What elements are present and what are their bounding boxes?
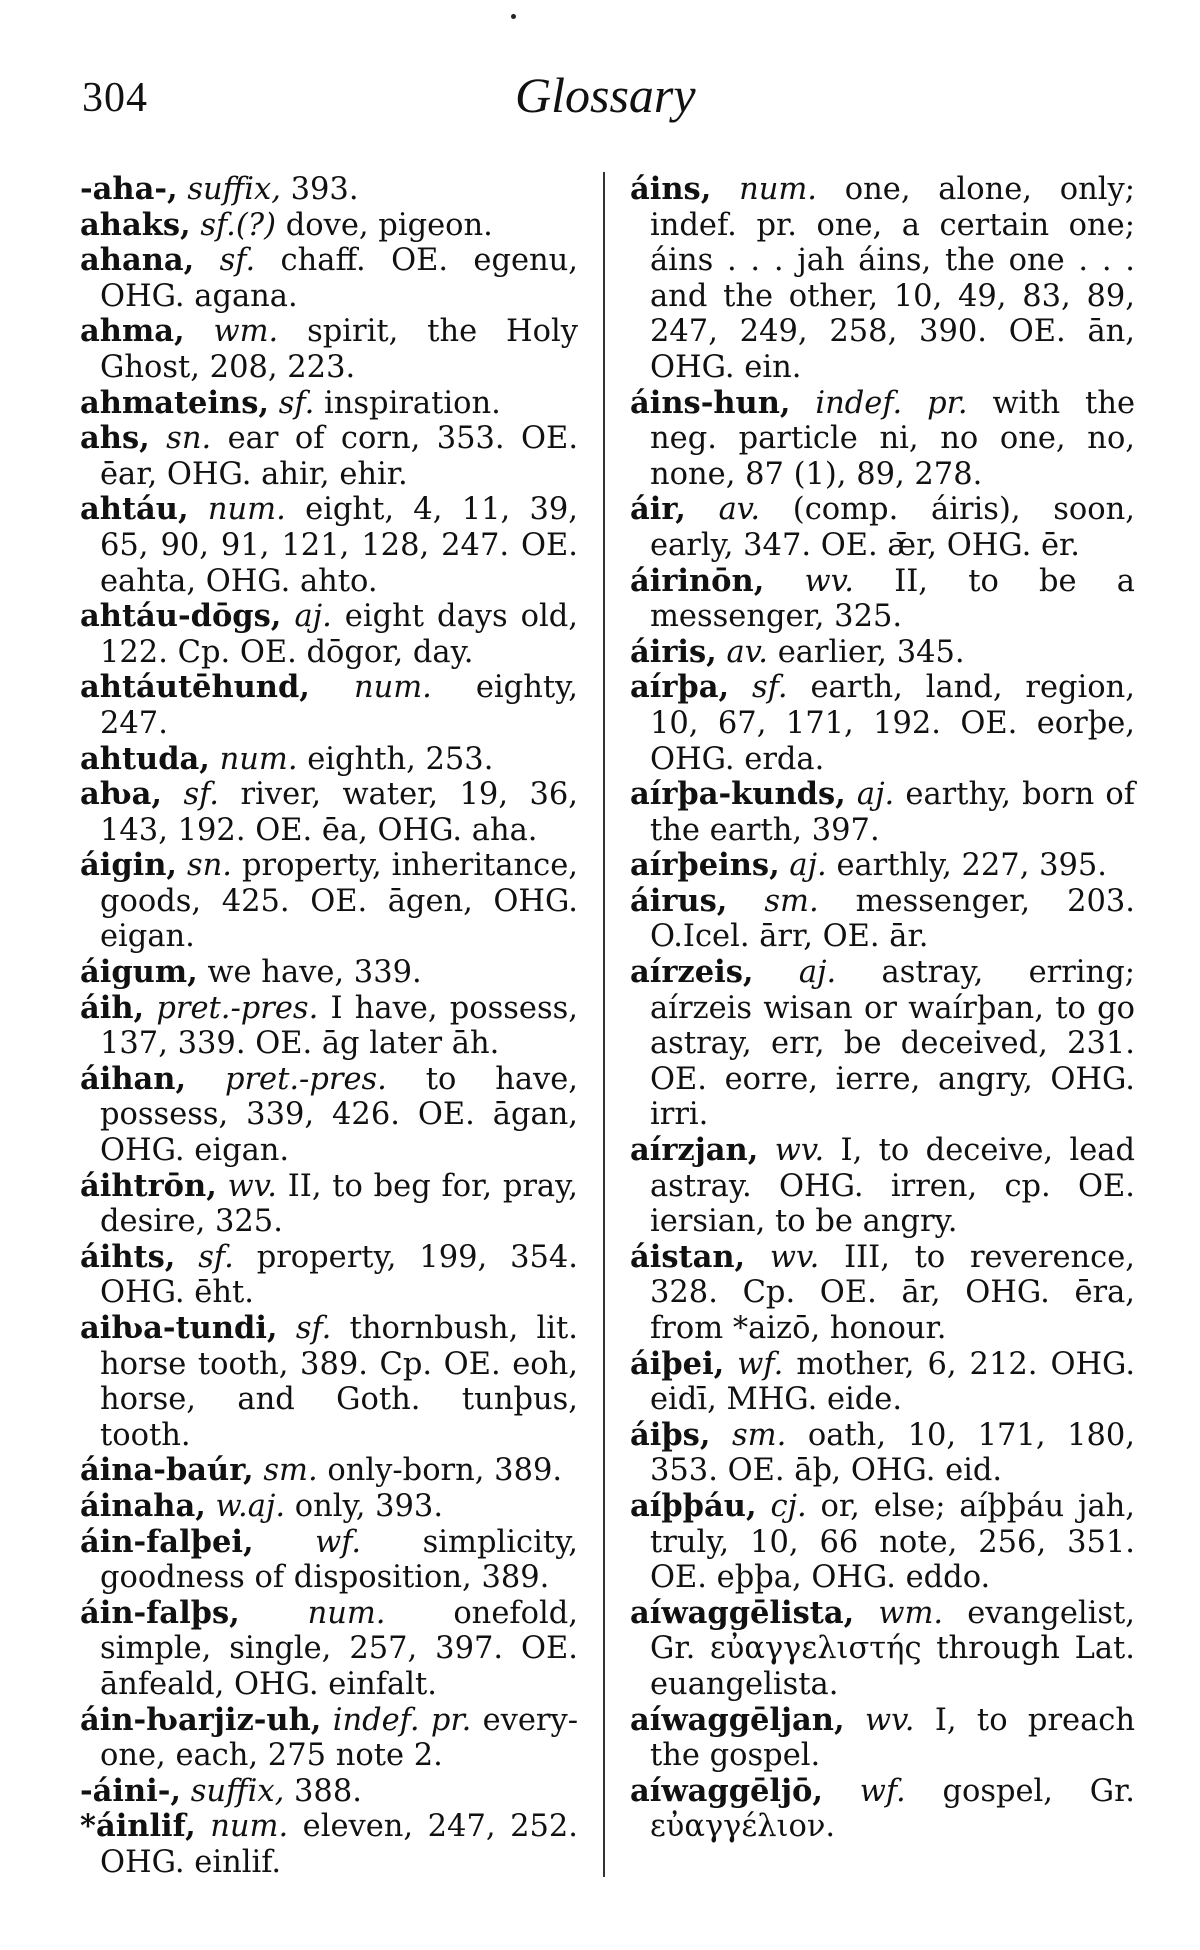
- entry-headword: áistan,: [630, 1238, 746, 1275]
- entry-headword: aíwaggēljan,: [630, 1701, 845, 1738]
- entry-headword: áiþei,: [630, 1345, 725, 1382]
- entry-headword: áihts,: [80, 1238, 176, 1275]
- entry-headword: áihan,: [80, 1060, 187, 1097]
- entry-part-of-speech: sf.(?): [200, 207, 277, 243]
- entry-definition: to have, possess, 339, 426. OE. āgan, OHG. eigan.: [100, 1061, 579, 1169]
- entry-part-of-speech: sf.: [295, 1311, 332, 1346]
- entry-headword: áir,: [630, 491, 686, 528]
- entry-headword: áinaha,: [80, 1487, 206, 1524]
- entry-headword: aiƕa-tundi,: [80, 1310, 278, 1346]
- glossary-entry: [80, 1596, 578, 1703]
- entry-definition: eleven, 247, 252. OHG. einlif.: [100, 1809, 578, 1880]
- entry-headword: aírzeis,: [630, 954, 754, 991]
- page-number: 304: [82, 75, 148, 121]
- glossary-entry: [630, 1347, 1135, 1418]
- entry-definition: eighth, 253.: [307, 741, 494, 777]
- glossary-entry: [630, 1703, 1135, 1774]
- entry-definition: only, 393.: [294, 1488, 444, 1524]
- glossary-left-column: [80, 172, 578, 1881]
- entry-part-of-speech: indef. pr.: [815, 385, 968, 421]
- entry-definition: inspiration.: [324, 385, 501, 421]
- entry-definition: property, 199, 354. OHG. ēht.: [100, 1239, 578, 1311]
- entry-headword: áihtrōn,: [80, 1167, 217, 1204]
- entry-part-of-speech: av.: [718, 492, 761, 528]
- glossary-entry: [80, 208, 578, 244]
- entry-part-of-speech: wv.: [769, 1239, 820, 1275]
- entry-part-of-speech: sf.: [752, 670, 788, 706]
- entry-headword: áirus,: [630, 882, 728, 919]
- entry-headword: ahtáutēhund,: [80, 669, 310, 706]
- entry-headword: ahma,: [80, 313, 185, 350]
- entry-definition: river, water, 19, 36, 143, 192. OE. ēa, OHG. aha.: [100, 777, 578, 848]
- entry-headword: -áini-,: [80, 1772, 182, 1809]
- glossary-entry: [80, 314, 578, 385]
- entry-part-of-speech: suffix,: [190, 1773, 285, 1809]
- entry-headword: aíwaggēlista,: [630, 1594, 855, 1631]
- column-divider: [603, 172, 605, 1877]
- glossary-entry: [80, 1062, 578, 1169]
- entry-definition: 388.: [294, 1773, 362, 1809]
- glossary-entry: [80, 1774, 578, 1810]
- glossary-entry: [630, 777, 1135, 848]
- entry-headword: aíwaggēljō,: [630, 1772, 824, 1809]
- glossary-entry: [80, 991, 578, 1062]
- entry-definition: chaff. OE. egenu, OHG. agana.: [100, 243, 578, 314]
- glossary-entry: [630, 1489, 1135, 1596]
- glossary-right-column: [630, 172, 1135, 1845]
- glossary-entry: [80, 386, 578, 422]
- glossary-entry: [630, 172, 1135, 386]
- glossary-entry: [80, 1453, 578, 1489]
- entry-part-of-speech: av.: [726, 634, 768, 670]
- entry-headword: áirinōn,: [630, 562, 765, 599]
- glossary-entry: [630, 635, 1135, 671]
- entry-definition: eight, 4, 11, 39, 65, 90, 91, 121, 128, 247. OE. eahta, OHG. ahto.: [100, 492, 578, 599]
- entry-part-of-speech: aj.: [294, 599, 332, 635]
- glossary-entry: [630, 955, 1135, 1133]
- entry-part-of-speech: sf.: [198, 1239, 234, 1275]
- entry-definition: II, to beg for, pray, desire, 325.: [100, 1168, 578, 1240]
- entry-part-of-speech: aj.: [798, 955, 837, 991]
- glossary-entry: [630, 670, 1135, 777]
- entry-definition: every-one, each, 275 note 2.: [100, 1702, 579, 1774]
- entry-definition: one, alone, only; indef. pr. one, a certain one; áins . . . jah áins, the one . . . and the other, 10, 49, 83, 89, 247, 249, 258, 390. OE. ān, OHG. ein.: [650, 172, 1135, 385]
- glossary-entry: [80, 1169, 578, 1240]
- entry-headword: ahaks,: [80, 206, 191, 243]
- entry-definition: simplicity, goodness of disposition, 389.: [100, 1524, 578, 1596]
- entry-headword: áiþs,: [630, 1416, 711, 1453]
- entry-headword: ahtuda,: [80, 740, 210, 777]
- entry-part-of-speech: w.aj.: [215, 1488, 286, 1524]
- entry-definition: evangelist, Gr. εὐαγγελιστής through Lat. euangelista.: [650, 1595, 1135, 1702]
- entry-definition: earlier, 345.: [777, 634, 965, 670]
- glossary-entry: [630, 564, 1135, 635]
- glossary-entry: [80, 848, 578, 955]
- entry-headword: áiris,: [630, 633, 717, 670]
- entry-headword: áina-baúr,: [80, 1452, 254, 1489]
- entry-definition: III, to reverence, 328. Cp. OE. ār, OHG. ēra, from *aizō, honour.: [650, 1239, 1135, 1346]
- entry-part-of-speech: wv.: [774, 1133, 825, 1169]
- entry-part-of-speech: sf.: [183, 777, 220, 813]
- page-title: Glossary: [515, 67, 696, 123]
- entry-definition: thornbush, lit. horse tooth, 389. Cp. OE. eoh, horse, and Goth. tunþus, tooth.: [100, 1311, 578, 1453]
- entry-part-of-speech: sn.: [166, 421, 212, 457]
- entry-definition: spirit, the Holy Ghost, 208, 223.: [100, 314, 578, 385]
- entry-part-of-speech: wv.: [227, 1168, 277, 1204]
- entry-definition: eight days old, 122. Cp. OE. dōgor, day.: [100, 599, 578, 670]
- entry-headword: ahtáu,: [80, 491, 189, 528]
- entry-definition: with the neg. particle ni, no one, no, none, 87 (1), 89, 278.: [650, 385, 1136, 492]
- glossary-entry: [80, 670, 578, 741]
- glossary-entry: [630, 386, 1135, 493]
- entry-definition: eighty, 247.: [100, 670, 578, 741]
- entry-headword: aírþa,: [630, 669, 730, 706]
- entry-part-of-speech: sn.: [187, 848, 233, 884]
- entry-definition: gospel, Gr. εὐαγγέλιον.: [650, 1773, 1135, 1845]
- entry-part-of-speech: indef. pr.: [332, 1702, 472, 1738]
- glossary-entry: [80, 955, 578, 991]
- entry-definition: earthly, 227, 395.: [836, 848, 1108, 884]
- entry-headword: ahmateins,: [80, 384, 270, 421]
- entry-definition: oath, 10, 171, 180, 353. OE. āþ, OHG. eid.: [650, 1417, 1135, 1489]
- glossary-entry: [80, 172, 578, 208]
- entry-headword: áin-ƕarjiz-uh,: [80, 1701, 322, 1738]
- glossary-entry: [80, 742, 578, 778]
- glossary-entry: [630, 848, 1135, 884]
- glossary-entry: [80, 1311, 578, 1453]
- entry-headword: áins,: [630, 171, 712, 207]
- entry-part-of-speech: wf.: [315, 1524, 362, 1560]
- glossary-entry: [630, 1418, 1135, 1489]
- entry-headword: ahana,: [80, 242, 195, 279]
- print-speck: [511, 14, 516, 19]
- entry-definition: mother, 6, 212. OHG. eidī, MHG. eide.: [650, 1346, 1136, 1418]
- entry-headword: aíþþáu,: [630, 1487, 757, 1524]
- entry-definition: dove, pigeon.: [285, 207, 493, 243]
- entry-part-of-speech: wf.: [737, 1346, 784, 1382]
- entry-part-of-speech: num.: [219, 741, 298, 777]
- entry-headword: aƕa,: [80, 776, 162, 813]
- entry-headword: áih,: [80, 989, 145, 1026]
- entry-part-of-speech: sf.: [219, 243, 256, 279]
- glossary-entry: [630, 1774, 1135, 1845]
- entry-definition: only-born, 389.: [327, 1453, 563, 1489]
- entry-part-of-speech: num.: [210, 1809, 289, 1845]
- entry-headword: ahs,: [80, 420, 150, 457]
- entry-definition: ear of corn, 353. OE. ēar, OHG. ahir, ehir.: [100, 421, 579, 492]
- entry-part-of-speech: num.: [353, 670, 432, 706]
- entry-part-of-speech: wm.: [878, 1595, 944, 1631]
- entry-part-of-speech: sm.: [764, 883, 819, 919]
- entry-headword: aírþeins,: [630, 847, 780, 884]
- entry-part-of-speech: wv.: [865, 1702, 915, 1738]
- glossary-entry: [630, 492, 1135, 563]
- entry-definition: I have, possess, 137, 339. OE. āg later āh.: [100, 990, 578, 1062]
- entry-part-of-speech: suffix,: [187, 172, 281, 207]
- glossary-entry: [630, 884, 1135, 955]
- entry-part-of-speech: pret.-pres.: [156, 990, 319, 1026]
- glossary-entry: [630, 1240, 1135, 1347]
- entry-definition: earth, land, region, 10, 67, 171, 192. OE. eorþe, OHG. erda.: [650, 670, 1135, 777]
- entry-headword: áigin,: [80, 847, 178, 884]
- entry-headword: áin-falþs,: [80, 1594, 240, 1631]
- entry-definition: astray, erring; aírzeis wisan or waírþan, to go astray, err, be deceived, 231. OE. eorre, ierre, angry, OHG. irri.: [650, 955, 1135, 1133]
- entry-part-of-speech: pret.-pres.: [224, 1061, 387, 1097]
- entry-part-of-speech: sf.: [278, 385, 315, 421]
- entry-part-of-speech: aj.: [789, 848, 827, 884]
- entry-headword: ahtáu-dōgs,: [80, 598, 282, 635]
- entry-headword: aírþa-kunds,: [630, 776, 846, 813]
- entry-part-of-speech: cj.: [770, 1488, 807, 1524]
- entry-part-of-speech: sm.: [732, 1417, 787, 1453]
- glossary-entry: [630, 1133, 1135, 1240]
- glossary-entry: [80, 243, 578, 314]
- glossary-entry: [80, 599, 578, 670]
- glossary-entry: [80, 1809, 578, 1880]
- entry-part-of-speech: wf.: [859, 1773, 906, 1809]
- entry-definition: (comp. áiris), soon, early, 347. OE. ǣr, OHG. ēr.: [650, 492, 1135, 563]
- glossary-entry: [80, 777, 578, 848]
- entry-definition: I, to preach the gospel.: [650, 1702, 1135, 1774]
- entry-part-of-speech: wm.: [213, 314, 279, 350]
- glossary-entry: [80, 1489, 578, 1525]
- entry-part-of-speech: num.: [307, 1595, 386, 1631]
- entry-definition: earthy, born of the earth, 397.: [650, 777, 1135, 848]
- entry-headword: -aha-,: [80, 171, 178, 207]
- glossary-entry: [80, 1525, 578, 1596]
- entry-definition: 393.: [290, 172, 359, 207]
- entry-headword: áigum,: [80, 954, 198, 991]
- entry-part-of-speech: num.: [739, 172, 817, 207]
- entry-definition: property, inheritance, goods, 425. OE. āgen, OHG. eigan.: [100, 848, 578, 955]
- entry-headword: *áinlif,: [80, 1808, 196, 1845]
- entry-definition: or, else; aíþþáu jah, truly, 10, 66 note, 256, 351. OE. eþþa, OHG. eddo.: [650, 1488, 1136, 1596]
- glossary-entry: [80, 492, 578, 599]
- glossary-entry: [630, 1596, 1135, 1703]
- entry-definition: II, to be a messenger, 325.: [650, 563, 1135, 635]
- entry-headword: áins-hun,: [630, 384, 791, 421]
- entry-part-of-speech: aj.: [856, 777, 895, 813]
- entry-part-of-speech: wv.: [804, 563, 854, 599]
- entry-part-of-speech: num.: [207, 492, 286, 528]
- entry-part-of-speech: sm.: [263, 1453, 318, 1489]
- entry-definition: onefold, simple, single, 257, 397. OE. ānfeald, OHG. einfalt.: [100, 1595, 578, 1702]
- glossary-entry: [80, 1703, 578, 1774]
- glossary-entry: [80, 421, 578, 492]
- entry-definition: messenger, 203. O.Icel. ārr, OE. ār.: [650, 883, 1135, 955]
- entry-headword: aírzjan,: [630, 1132, 759, 1169]
- entry-headword: áin-falþei,: [80, 1523, 254, 1560]
- glossary-entry: [80, 1240, 578, 1311]
- entry-definition: we have, 339.: [207, 955, 422, 991]
- entry-definition: I, to deceive, lead astray. OHG. irren, cp. OE. iersian, to be angry.: [650, 1133, 1135, 1240]
